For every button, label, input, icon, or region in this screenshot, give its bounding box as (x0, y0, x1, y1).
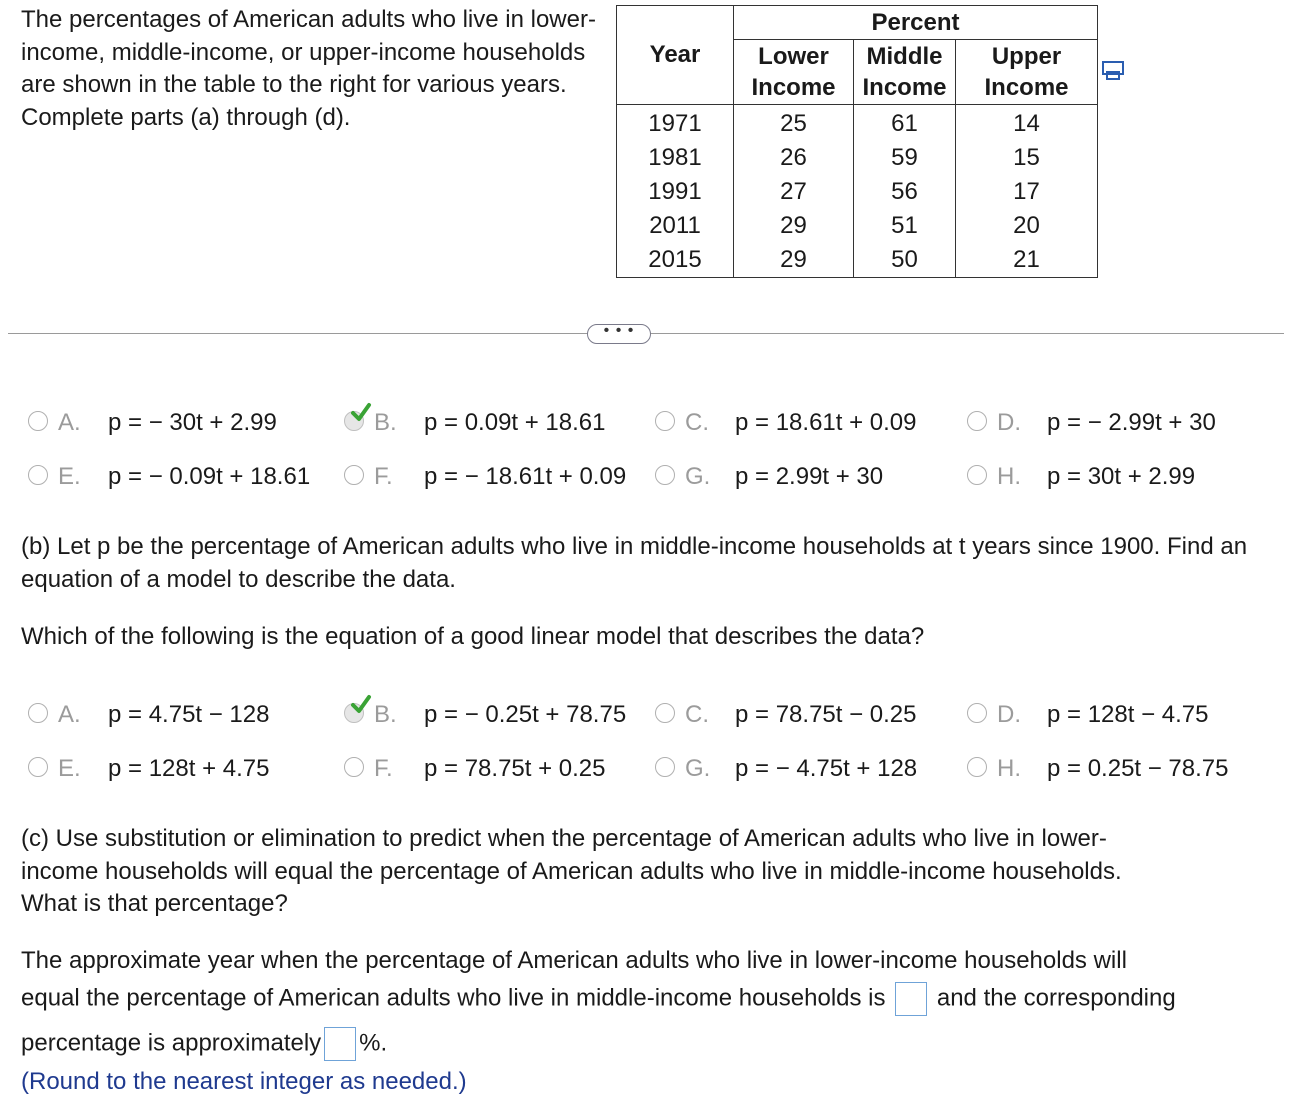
percent-header: Percent (734, 6, 1098, 40)
table-row: 1981 26 59 15 (617, 141, 1098, 175)
rounding-hint: (Round to the nearest integer as needed.) (21, 1068, 467, 1095)
part-b-prompt: (b) Let p be the percentage of American adults who live in middle-income households at t years since 1900. Find an equation of a model to describe the data. (21, 533, 1248, 593)
percent-answer-input[interactable] (324, 1027, 356, 1061)
table-row: 2015 29 50 21 (617, 243, 1098, 278)
part-c-answer-line3: percentage is approximately %. (21, 1027, 1281, 1061)
radio-button[interactable] (655, 465, 675, 485)
year-answer-input[interactable] (895, 982, 927, 1016)
part-c-prompt: (c) Use substitution or elimination to predict when the percentage of American adults who live in lower-income households will equal the percentage of American adults who live in middle-income households. What is that percentage? (21, 825, 1122, 917)
table-row: 1991 27 56 17 (617, 175, 1098, 209)
part-c-answer-line2: equal the percentage of American adults who live in middle-income households is and the corresponding (21, 982, 1281, 1016)
upper-income-header: Upper Income (956, 40, 1098, 105)
radio-button[interactable] (344, 757, 364, 777)
middle-income-header: Middle Income (854, 40, 956, 105)
table-row: 2011 29 51 20 (617, 209, 1098, 243)
radio-button[interactable] (655, 757, 675, 777)
radio-button[interactable] (344, 465, 364, 485)
expand-more-button[interactable]: • • • (587, 324, 651, 344)
radio-button[interactable] (967, 757, 987, 777)
radio-button[interactable] (28, 465, 48, 485)
part-b-question: Which of the following is the equation of a good linear model that describes the data? (21, 623, 925, 650)
radio-button[interactable] (655, 703, 675, 723)
radio-button[interactable] (28, 757, 48, 777)
year-header: Year (617, 6, 734, 105)
problem-intro: The percentages of American adults who live in lower-income, middle-income, or upper-income households are shown in the table to the right for various years. Complete parts (a) through (d). (21, 6, 596, 131)
radio-button[interactable] (967, 411, 987, 431)
radio-button[interactable] (967, 465, 987, 485)
radio-button[interactable] (28, 411, 48, 431)
lower-income-header: Lower Income (734, 40, 854, 105)
checkmark-icon (350, 694, 372, 716)
radio-button[interactable] (28, 703, 48, 723)
radio-button[interactable] (967, 703, 987, 723)
income-data-table (616, 5, 1098, 278)
part-c-answer-line1: The approximate year when the percentage of American adults who live in lower-income households will (21, 947, 1127, 974)
copy-icon[interactable] (1101, 60, 1127, 82)
checkmark-icon (350, 402, 372, 424)
radio-button[interactable] (655, 411, 675, 431)
table-row: 1971 25 61 14 (617, 105, 1098, 142)
